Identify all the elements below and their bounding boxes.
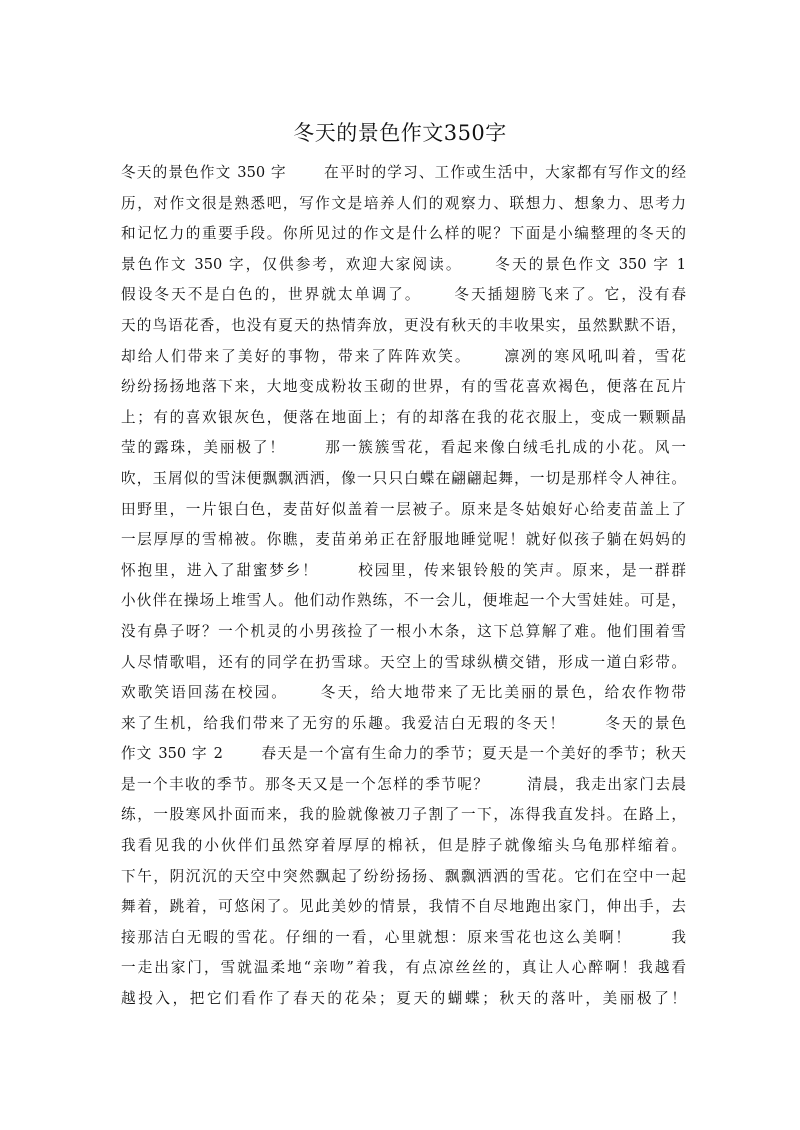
- body-line: 接那洁白无暇的雪花。仔细的一看，心里就想：原来雪花也这么美啊！ 我: [121, 928, 686, 946]
- body-line: 和记忆力的重要手段。你所见过的作文是什么样的呢？下面是小编整理的冬天的: [121, 225, 686, 243]
- body-line: 来了生机，给我们带来了无穷的乐趣。我爱洁白无瑕的冬天！ 冬天的景色: [121, 714, 686, 732]
- body-line: 下午，阴沉沉的天空中突然飘起了纷纷扬扬、飘飘洒洒的雪花。它们在空中一起: [121, 867, 686, 885]
- document-body: [121, 158, 686, 1015]
- body-line: 人尽情歌唱，还有的同学在扔雪球。天空上的雪球纵横交错，形成一道白彩带。: [121, 653, 686, 671]
- body-line: 天的鸟语花香，也没有夏天的热情奔放，更没有秋天的丰收果实，虽然默默不语，: [121, 316, 686, 334]
- body-line: 却给人们带来了美好的事物，带来了阵阵欢笑。 凛冽的寒风吼叫着，雪花: [121, 347, 686, 365]
- body-line: 小伙伴在操场上堆雪人。他们动作熟练，不一会儿，便堆起一个大雪娃娃。可是，: [121, 592, 686, 610]
- body-line: 怀抱里，进入了甜蜜梦乡！ 校园里，传来银铃般的笑声。原来，是一群群: [121, 561, 686, 579]
- body-line: 假设冬天不是白色的，世界就太单调了。 冬天插翅膀飞来了。它，没有春: [121, 286, 686, 304]
- body-line: 景色作文 350 字，仅供参考，欢迎大家阅读。 冬天的景色作文 350 字 1: [121, 255, 686, 273]
- body-line: 莹的露珠，美丽极了！ 那一簇簇雪花，看起来像白绒毛扎成的小花。风一: [121, 439, 686, 457]
- body-line: 历，对作文很是熟悉吧，写作文是培养人们的观察力、联想力、想象力、思考力: [121, 194, 686, 212]
- body-line: 没有鼻子呀？一个机灵的小男孩捡了一根小木条，这下总算解了难。他们围着雪: [121, 622, 686, 640]
- body-line: 一走出家门，雪就温柔地“亲吻”着我，有点凉丝丝的，真让人心醉啊！我越看: [121, 959, 686, 977]
- body-line: 练，一股寒风扑面而来，我的脸就像被刀子割了一下，冻得我直发抖。在路上，: [121, 806, 686, 824]
- body-line: 纷纷扬扬地落下来，大地变成粉妆玉砌的世界，有的雪花喜欢褐色，便落在瓦片: [121, 378, 686, 396]
- body-line: 我看见我的小伙伴们虽然穿着厚厚的棉袄，但是脖子就像缩头乌龟那样缩着。: [121, 837, 686, 855]
- body-line: 一层厚厚的雪棉被。你瞧，麦苗弟弟正在舒服地睡觉呢！就好似孩子躺在妈妈的: [121, 531, 686, 549]
- body-line: 舞着，跳着，可悠闲了。见此美妙的情景，我情不自尽地跑出家门，伸出手，去: [121, 898, 686, 916]
- body-line: 田野里，一片银白色，麦苗好似盖着一层被子。原来是冬姑娘好心给麦苗盖上了: [121, 500, 686, 518]
- body-line: 吹，玉屑似的雪沫便飘飘洒洒，像一只只白蝶在翩翩起舞，一切是那样令人神往。: [121, 469, 686, 487]
- document-title: 冬天的景色作文350字: [293, 121, 507, 145]
- body-line: 欢歌笑语回荡在校园。 冬天，给大地带来了无比美丽的景色，给农作物带: [121, 684, 686, 702]
- body-line: 上；有的喜欢银灰色，便落在地面上；有的却落在我的花衣服上，变成一颗颗晶: [121, 408, 686, 426]
- body-line: 是一个丰收的季节。那冬天又是一个怎样的季节呢？ 清晨，我走出家门去晨: [121, 775, 686, 793]
- body-line: 越投入，把它们看作了春天的花朵；夏天的蝴蝶；秋天的落叶，美丽极了！: [121, 990, 686, 1008]
- body-line: 作文 350 字 2 春天是一个富有生命力的季节；夏天是一个美好的季节；秋天: [121, 745, 686, 763]
- body-line: 冬天的景色作文 350 字 在平时的学习、工作或生活中，大家都有写作文的经: [121, 164, 686, 181]
